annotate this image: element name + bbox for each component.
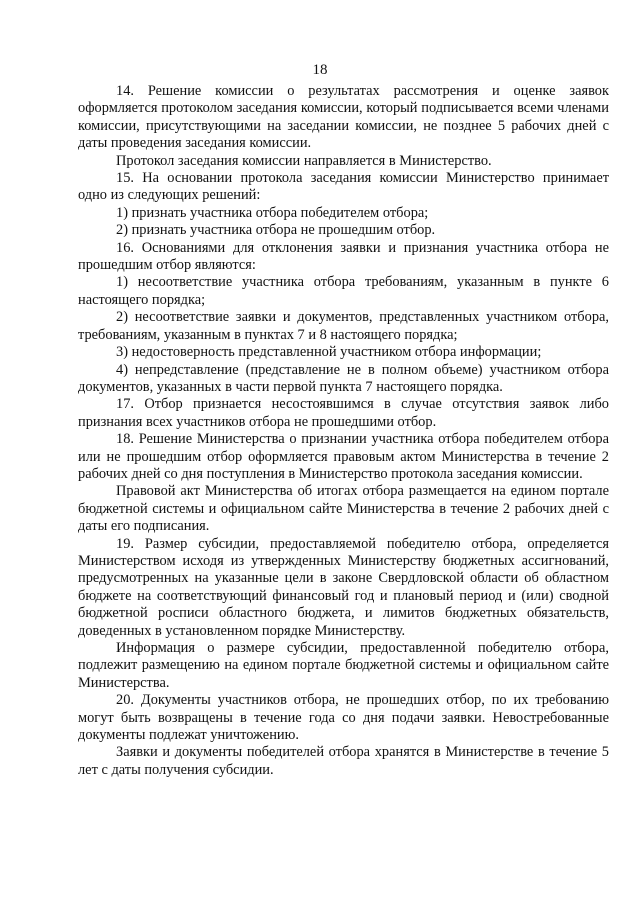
paragraph-protocol: Протокол заседания комиссии направляется в Министерство. [116,152,492,169]
paragraph-18: 18. Решение Министерства о признании участника отбора победителем отбора или не прошедшим отбор оформляется правовым актом Министерства в течение 2 рабочих дней со дня поступления в Министерство протокола заседания комиссии. [78,431,609,482]
paragraph-16-item-2: 2) несоответствие заявки и документов, представленных участником отбора, требованиям, указанным в пунктах 7 и 8 настоящего порядка; [78,309,609,343]
paragraph-20-storage: Заявки и документы победителей отбора хранятся в Министерстве в течение 5 лет с даты получения субсидии. [78,744,609,778]
paragraph-20: 20. Документы участников отбора, не прошедших отбор, по их требованию могут быть возвращены в течение года со дня подачи заявки. Невостребованные документы подлежат уничтожению. [78,692,609,744]
page-number: 18 [312,62,328,78]
body-text [78,83,609,779]
paragraph-15: 15. На основании протокола заседания комиссии Министерство принимает одно из следующих решений: [78,170,609,204]
paragraph-19-info: Информация о размере субсидии, предоставленной победителю отбора, подлежит размещению на едином портале бюджетной системы и официальном сайте Министерства. [78,640,609,691]
paragraph-19: 19. Размер субсидии, предоставляемой победителю отбора, определяется Министерством исходя из утвержденных Министерству бюджетных ассигнований, предусмотренных на указанные цели в законе Свердловской области об областном бюджете на соответствующий финансовый год и плановый период и (или) сводной бюджетной росписи областного бюджета, и лимитов бюджетных обязательств, доведенных в установленном порядке Министерству. [78,535,609,639]
paragraph-16-item-4: 4) непредставление (представление не в полном объеме) участником отбора документов, указанных в части первой пункта 7 настоящего порядка. [78,361,609,395]
paragraph-14: 14. Решение комиссии о результатах рассмотрения и оценке заявок оформляется протоколом заседания комиссии, который подписывается всеми членами комиссии, присутствующими на заседании комиссии, не позднее 5 рабочих дней с даты проведения заседания комиссии. [78,83,609,152]
paragraph-16: 16. Основаниями для отклонения заявки и признания участника отбора не прошедшим отбор являются: [78,239,609,274]
paragraph-18-legal-act: Правовой акт Министерства об итогах отбора размещается на едином портале бюджетной системы и официальном сайте Министерства в течение 2 рабочих дней с даты его подписания. [78,483,609,535]
paragraph-17: 17. Отбор признается несостоявшимся в случае отсутствия заявок либо признания всех участников отбора не прошедшими отбор. [78,396,609,430]
paragraph-15-item-2: 2) признать участника отбора не прошедшим отбор. [116,222,436,239]
paragraph-15-item-1: 1) признать участника отбора победителем отбора; [116,204,429,221]
paragraph-16-item-1: 1) несоответствие участника отбора требованиям, указанным в пункте 6 настоящего порядка; [78,274,609,308]
paragraph-16-item-3: 3) недостоверность представленной участником отбора информации; [116,344,542,361]
